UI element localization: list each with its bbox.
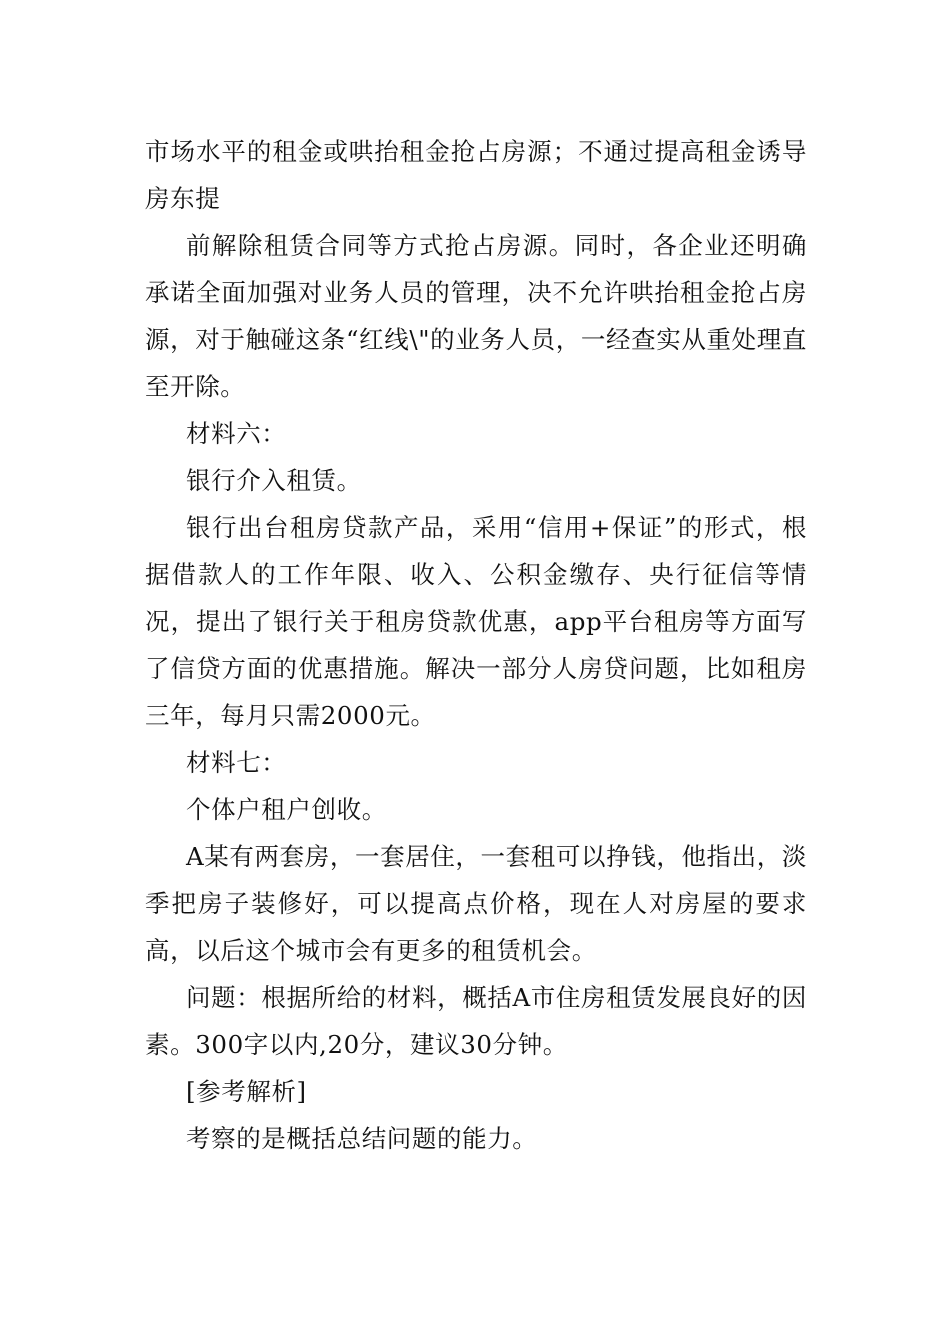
paragraph-lease-termination: 前解除租赁合同等方式抢占房源。同时，各企业还明确承诺全面加强对业务人员的管理，决不允许哄抬租金抢占房源，对于触碰这条“红线\"的业务人员，一经查实从重处理直至开除。 (145, 231, 807, 401)
subheading-bank-involvement: 银行介入租赁。 (186, 466, 362, 495)
subheading-individual-landlord: 个体户租户创收。 (186, 795, 387, 824)
paragraph-question: 问题：根据所给的材料，概括A市住房租赁发展良好的因素。300字以内,20分，建议30分钟。 (145, 983, 807, 1059)
paragraph-landlord-a: A某有两套房，一套居住，一套租可以挣钱，他指出，淡季把房子装修好，可以提高点价格，现在人对房屋的要求高，以后这个城市会有更多的租赁机会。 (145, 842, 807, 965)
paragraph-bank-loans: 银行出台租房贷款产品，采用“信用+保证”的形式，根据借款人的工作年限、收入、公积金缴存、央行征信等情况，提出了银行关于租房贷款优惠，app平台租房等方面写了信贷方面的优惠措施。解决一部分人房贷问题，比如租房三年，每月只需2000元。 (145, 513, 807, 730)
document-page (145, 128, 807, 1162)
paragraph-rent-market: 市场水平的租金或哄抬租金抢占房源；不通过提高租金诱导房东提 (145, 137, 807, 213)
heading-material-six: 材料六： (186, 419, 287, 448)
heading-material-seven: 材料七： (186, 748, 287, 777)
heading-reference-analysis: [参考解析] (186, 1077, 307, 1106)
paragraph-analysis: 考察的是概括总结问题的能力。 (186, 1124, 538, 1153)
